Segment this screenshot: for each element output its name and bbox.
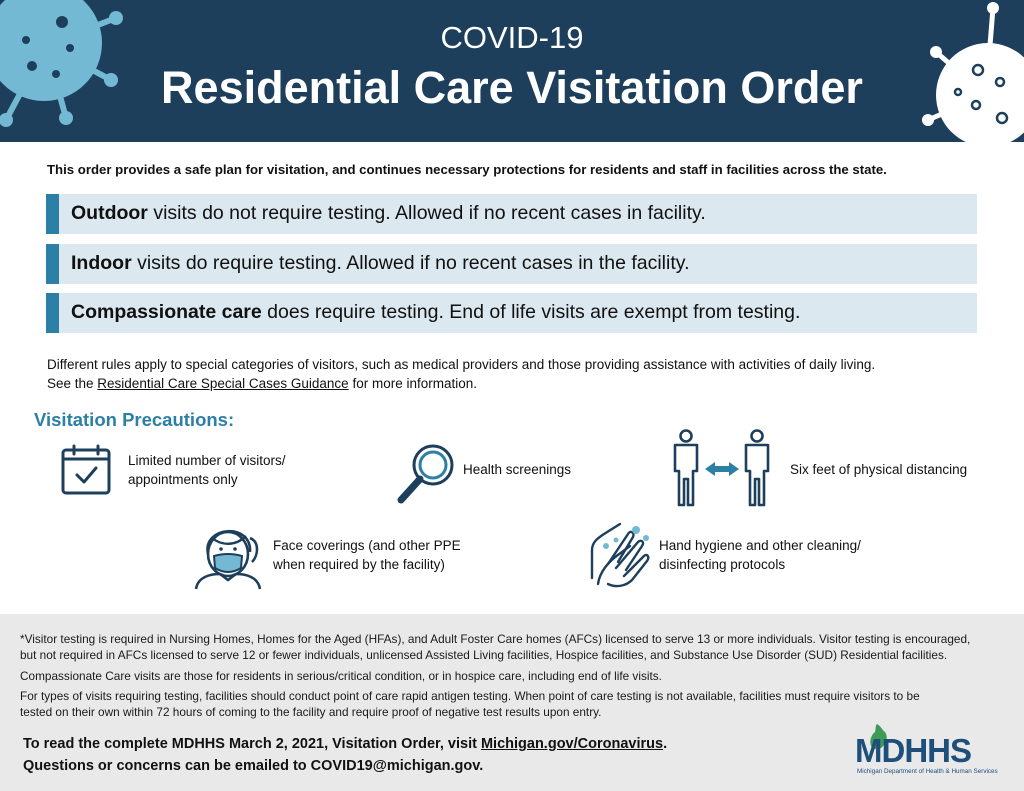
compassionate-care-bar [46, 293, 977, 333]
header-subtitle: COVID-19 [440, 20, 584, 55]
intro-text: This order provides a safe plan for visitation, and continues necessary protections for residents and staff in facilities across the state. [47, 162, 887, 177]
bar-bold-label: Compassionate care [71, 301, 262, 323]
rules-text: for more information. [348, 376, 477, 391]
logo-text: MDHHS [855, 732, 971, 769]
special-rules-text [47, 355, 875, 393]
mdhhs-logo [855, 722, 1005, 780]
precaution-line: Hand hygiene and other cleaning/ [659, 538, 861, 553]
read-order-text: . [663, 736, 668, 752]
precaution-line: disinfecting protocols [659, 556, 786, 572]
point-of-care-footnote [20, 688, 920, 720]
precaution-face-coverings-text [273, 537, 461, 574]
footnote-line: but not required in AFCs licensed to serve 12 or fewer individuals, unlicensed Assisted Living facilities, Hospice facilities, and Substance Use Disorder (SUD) Residential facilities. [20, 648, 948, 662]
footnote-line: *Visitor testing is required in Nursing Homes, Homes for the Aged (HFAs), and Adult Foster Care homes (AFCs) licensed to serve 13 or more individuals. Visitor testing is encouraged, [20, 632, 971, 646]
distancing-icon [669, 429, 774, 509]
precaution-visitors-text [128, 452, 286, 489]
testing-footnote [20, 631, 970, 663]
michigan-coronavirus-link[interactable]: Michigan.gov/Coronavirus [480, 736, 664, 752]
precaution-screenings-text [463, 461, 571, 480]
indoor-visits-bar [46, 244, 977, 284]
precaution-line: appointments only [128, 471, 238, 487]
precaution-line: Six feet of physical distancing [790, 462, 968, 477]
special-cases-guidance-link[interactable]: Residential Care Special Cases Guidance [97, 376, 349, 391]
header-banner [0, 0, 1024, 142]
page-title: Residential Care Visitation Order [161, 62, 863, 113]
hand-washing-icon [586, 520, 654, 590]
precaution-line: when required by the facility) [273, 556, 445, 572]
logo-tagline: Michigan Department of Health & Human Services [857, 768, 998, 775]
read-order-line [23, 736, 667, 752]
questions-line: Questions or concerns can be emailed to COVID19@michigan.gov. [23, 758, 484, 774]
precaution-line: Face coverings (and other PPE [273, 538, 461, 553]
rules-line-1: Different rules apply to special categories of visitors, such as medical providers and those providing assistance with activities of daily living. [47, 357, 876, 372]
read-order-text: To read the complete MDHHS March 2, 2021, Visitation Order, visit [23, 736, 481, 752]
magnifier-icon [395, 442, 457, 506]
precaution-distancing-text [790, 461, 967, 480]
bar-text: visits do not require testing. Allowed if no recent cases in facility. [147, 202, 706, 224]
rules-text: See the [47, 376, 98, 391]
bar-text: does require testing. End of life visits are exempt from testing. [261, 301, 801, 323]
footnote-line: For types of visits requiring testing, facilities should conduct point of care rapid antigen testing. When point of care testing is not available, facilities must require visitors to be [20, 689, 920, 703]
face-mask-icon [192, 516, 264, 590]
compassionate-care-footnote: Compassionate Care visits are those for residents in serious/critical condition, or in hospice care, including end of life visits. [20, 669, 662, 683]
footnote-line: tested on their own within 72 hours of coming to the facility and require proof of negative test results upon entry. [20, 705, 602, 719]
precaution-line: Health screenings [463, 462, 572, 477]
precaution-hand-hygiene-text [659, 537, 861, 574]
calendar-check-icon [60, 444, 112, 496]
rules-line-2 [47, 374, 875, 393]
bar-text: visits do require testing. Allowed if no recent cases in the facility. [131, 252, 690, 274]
precautions-heading: Visitation Precautions: [34, 409, 235, 430]
bar-bold-label: Indoor [71, 252, 132, 274]
outdoor-visits-bar [46, 194, 977, 234]
precaution-line: Limited number of visitors/ [128, 453, 286, 468]
bar-bold-label: Outdoor [71, 202, 148, 224]
